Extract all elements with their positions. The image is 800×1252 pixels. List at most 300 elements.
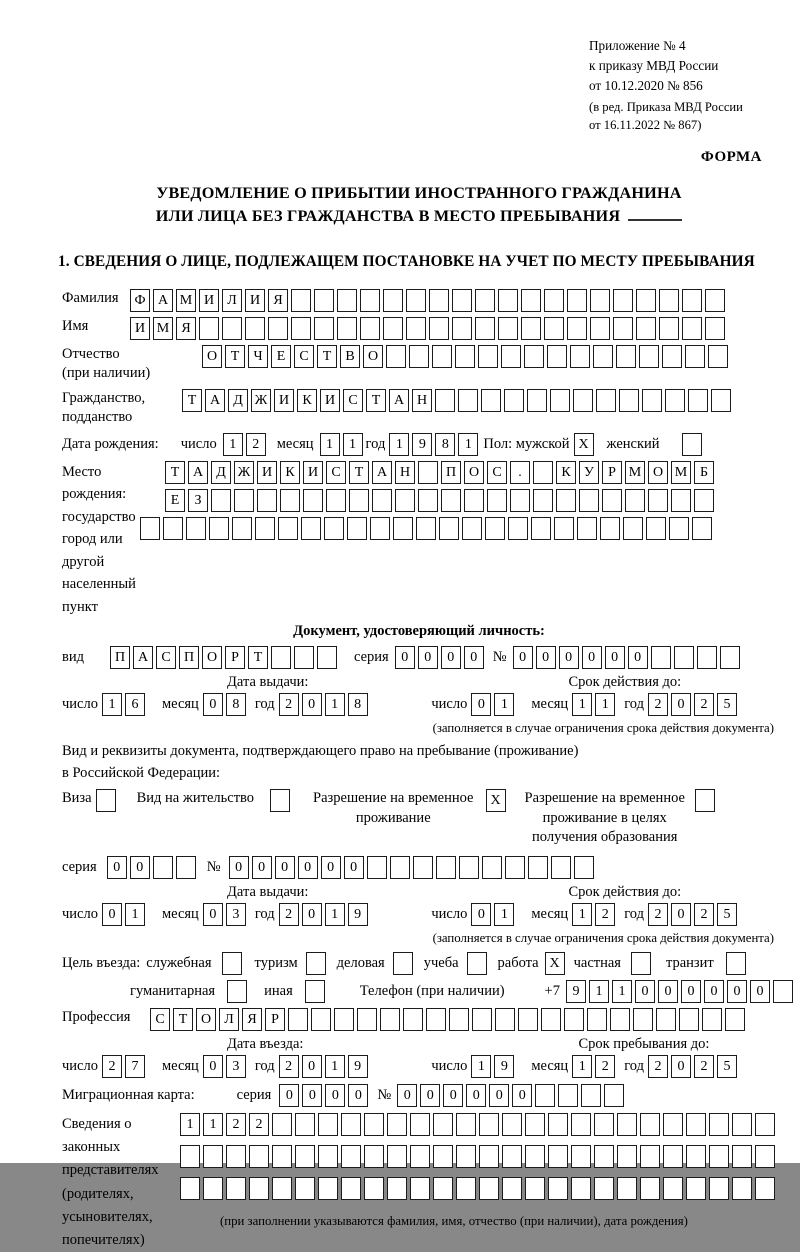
char-box[interactable] bbox=[433, 1145, 453, 1168]
temp-permit-checkbox[interactable]: X bbox=[486, 789, 506, 812]
char-box[interactable] bbox=[577, 517, 597, 540]
char-box[interactable] bbox=[360, 317, 380, 340]
char-box[interactable] bbox=[324, 517, 344, 540]
char-box[interactable]: А bbox=[205, 389, 225, 412]
char-box[interactable] bbox=[475, 289, 495, 312]
char-box[interactable] bbox=[686, 1113, 706, 1136]
char-box[interactable]: 1 bbox=[320, 433, 340, 456]
char-box[interactable]: 2 bbox=[595, 903, 615, 926]
char-box[interactable]: 0 bbox=[107, 856, 127, 879]
char-box[interactable] bbox=[364, 1113, 384, 1136]
char-box[interactable]: 1 bbox=[325, 1055, 345, 1078]
char-box[interactable]: С bbox=[294, 345, 314, 368]
char-box[interactable] bbox=[288, 1008, 308, 1031]
char-box[interactable] bbox=[271, 646, 291, 669]
char-box[interactable] bbox=[199, 317, 219, 340]
char-box[interactable] bbox=[364, 1145, 384, 1168]
char-box[interactable] bbox=[521, 317, 541, 340]
char-box[interactable] bbox=[410, 1113, 430, 1136]
char-box[interactable] bbox=[709, 1145, 729, 1168]
char-box[interactable] bbox=[318, 1145, 338, 1168]
char-box[interactable]: З bbox=[188, 489, 208, 512]
char-box[interactable] bbox=[564, 1008, 584, 1031]
char-box[interactable]: 0 bbox=[513, 646, 533, 669]
char-box[interactable]: 0 bbox=[681, 980, 701, 1003]
char-box[interactable]: 0 bbox=[628, 646, 648, 669]
char-box[interactable]: 2 bbox=[595, 1055, 615, 1078]
char-box[interactable]: Л bbox=[222, 289, 242, 312]
char-box[interactable] bbox=[541, 1008, 561, 1031]
char-box[interactable] bbox=[528, 856, 548, 879]
char-box[interactable]: Н bbox=[395, 461, 415, 484]
char-box[interactable] bbox=[435, 389, 455, 412]
char-box[interactable] bbox=[452, 289, 472, 312]
char-box[interactable] bbox=[418, 489, 438, 512]
char-box[interactable]: 0 bbox=[298, 856, 318, 879]
char-box[interactable] bbox=[280, 489, 300, 512]
char-box[interactable] bbox=[387, 1177, 407, 1200]
char-box[interactable] bbox=[459, 856, 479, 879]
char-box[interactable] bbox=[602, 489, 622, 512]
char-box[interactable] bbox=[633, 1008, 653, 1031]
char-box[interactable]: 0 bbox=[471, 693, 491, 716]
char-box[interactable] bbox=[708, 345, 728, 368]
char-box[interactable]: 7 bbox=[125, 1055, 145, 1078]
char-box[interactable] bbox=[482, 856, 502, 879]
char-box[interactable] bbox=[613, 317, 633, 340]
char-box[interactable]: 0 bbox=[750, 980, 770, 1003]
char-box[interactable] bbox=[416, 517, 436, 540]
char-box[interactable] bbox=[334, 1008, 354, 1031]
char-box[interactable] bbox=[403, 1008, 423, 1031]
char-box[interactable] bbox=[669, 517, 689, 540]
char-box[interactable] bbox=[487, 489, 507, 512]
char-box[interactable] bbox=[456, 1177, 476, 1200]
char-box[interactable] bbox=[291, 289, 311, 312]
char-box[interactable] bbox=[226, 1177, 246, 1200]
char-box[interactable]: 1 bbox=[102, 693, 122, 716]
char-box[interactable] bbox=[679, 1008, 699, 1031]
char-box[interactable] bbox=[548, 1113, 568, 1136]
char-box[interactable] bbox=[501, 345, 521, 368]
char-box[interactable] bbox=[372, 489, 392, 512]
char-box[interactable] bbox=[481, 389, 501, 412]
char-box[interactable] bbox=[725, 1008, 745, 1031]
char-box[interactable]: 0 bbox=[130, 856, 150, 879]
char-box[interactable]: А bbox=[153, 289, 173, 312]
char-box[interactable]: И bbox=[245, 289, 265, 312]
char-box[interactable]: С bbox=[487, 461, 507, 484]
char-box[interactable] bbox=[640, 1177, 660, 1200]
char-box[interactable]: 1 bbox=[572, 1055, 592, 1078]
char-box[interactable] bbox=[498, 317, 518, 340]
char-box[interactable] bbox=[524, 345, 544, 368]
char-box[interactable] bbox=[535, 1084, 555, 1107]
residence-checkbox[interactable] bbox=[270, 789, 290, 812]
char-box[interactable] bbox=[571, 1113, 591, 1136]
char-box[interactable]: Р bbox=[602, 461, 622, 484]
char-box[interactable]: 0 bbox=[418, 646, 438, 669]
char-box[interactable]: Я bbox=[242, 1008, 262, 1031]
char-box[interactable] bbox=[301, 517, 321, 540]
char-box[interactable] bbox=[272, 1145, 292, 1168]
char-box[interactable]: И bbox=[257, 461, 277, 484]
char-box[interactable] bbox=[433, 1113, 453, 1136]
char-box[interactable] bbox=[234, 489, 254, 512]
char-box[interactable] bbox=[458, 389, 478, 412]
char-box[interactable] bbox=[521, 289, 541, 312]
char-box[interactable] bbox=[449, 1008, 469, 1031]
char-box[interactable]: 2 bbox=[102, 1055, 122, 1078]
char-box[interactable] bbox=[662, 345, 682, 368]
char-box[interactable] bbox=[732, 1177, 752, 1200]
purpose-transit-checkbox[interactable] bbox=[726, 952, 746, 975]
char-box[interactable]: 1 bbox=[572, 693, 592, 716]
char-box[interactable]: 2 bbox=[694, 903, 714, 926]
char-box[interactable]: 0 bbox=[203, 1055, 223, 1078]
char-box[interactable] bbox=[570, 345, 590, 368]
char-box[interactable] bbox=[186, 517, 206, 540]
char-box[interactable] bbox=[610, 1008, 630, 1031]
char-box[interactable]: Т bbox=[182, 389, 202, 412]
char-box[interactable]: 0 bbox=[443, 1084, 463, 1107]
purpose-commercial-checkbox[interactable] bbox=[393, 952, 413, 975]
char-box[interactable]: 0 bbox=[252, 856, 272, 879]
char-box[interactable]: 0 bbox=[635, 980, 655, 1003]
char-box[interactable]: Т bbox=[165, 461, 185, 484]
char-box[interactable]: 1 bbox=[223, 433, 243, 456]
char-box[interactable]: 0 bbox=[321, 856, 341, 879]
char-box[interactable]: М bbox=[153, 317, 173, 340]
char-box[interactable]: 0 bbox=[512, 1084, 532, 1107]
char-box[interactable] bbox=[341, 1177, 361, 1200]
char-box[interactable] bbox=[525, 1113, 545, 1136]
char-box[interactable]: 9 bbox=[348, 1055, 368, 1078]
char-box[interactable] bbox=[590, 317, 610, 340]
purpose-other-checkbox[interactable] bbox=[305, 980, 325, 1003]
char-box[interactable]: 1 bbox=[494, 903, 514, 926]
char-box[interactable]: С bbox=[326, 461, 346, 484]
char-box[interactable]: 1 bbox=[125, 903, 145, 926]
char-box[interactable] bbox=[688, 389, 708, 412]
char-box[interactable]: 9 bbox=[348, 903, 368, 926]
char-box[interactable]: 1 bbox=[612, 980, 632, 1003]
char-box[interactable]: 0 bbox=[671, 693, 691, 716]
char-box[interactable]: 1 bbox=[589, 980, 609, 1003]
char-box[interactable]: Л bbox=[219, 1008, 239, 1031]
char-box[interactable] bbox=[646, 517, 666, 540]
char-box[interactable] bbox=[640, 1113, 660, 1136]
char-box[interactable] bbox=[257, 489, 277, 512]
char-box[interactable]: 0 bbox=[420, 1084, 440, 1107]
char-box[interactable] bbox=[571, 1177, 591, 1200]
char-box[interactable]: 0 bbox=[203, 693, 223, 716]
char-box[interactable] bbox=[456, 1113, 476, 1136]
char-box[interactable]: Т bbox=[349, 461, 369, 484]
char-box[interactable]: 0 bbox=[605, 646, 625, 669]
char-box[interactable] bbox=[674, 646, 694, 669]
char-box[interactable]: П bbox=[441, 461, 461, 484]
char-box[interactable] bbox=[504, 389, 524, 412]
char-box[interactable] bbox=[268, 317, 288, 340]
char-box[interactable] bbox=[705, 317, 725, 340]
char-box[interactable] bbox=[479, 1145, 499, 1168]
char-box[interactable] bbox=[245, 317, 265, 340]
char-box[interactable] bbox=[659, 317, 679, 340]
char-box[interactable] bbox=[686, 1177, 706, 1200]
char-box[interactable]: 1 bbox=[325, 693, 345, 716]
char-box[interactable]: 5 bbox=[717, 1055, 737, 1078]
char-box[interactable]: 1 bbox=[458, 433, 478, 456]
char-box[interactable] bbox=[640, 1145, 660, 1168]
char-box[interactable] bbox=[364, 1177, 384, 1200]
char-box[interactable] bbox=[303, 489, 323, 512]
char-box[interactable] bbox=[518, 1008, 538, 1031]
char-box[interactable] bbox=[318, 1177, 338, 1200]
char-box[interactable] bbox=[531, 517, 551, 540]
char-box[interactable]: 2 bbox=[246, 433, 266, 456]
char-box[interactable] bbox=[502, 1113, 522, 1136]
char-box[interactable] bbox=[755, 1113, 775, 1136]
char-box[interactable]: 1 bbox=[180, 1113, 200, 1136]
char-box[interactable]: 2 bbox=[249, 1113, 269, 1136]
char-box[interactable] bbox=[502, 1145, 522, 1168]
char-box[interactable]: С bbox=[343, 389, 363, 412]
purpose-business-checkbox[interactable] bbox=[222, 952, 242, 975]
char-box[interactable]: 2 bbox=[694, 693, 714, 716]
char-box[interactable]: . bbox=[510, 461, 530, 484]
char-box[interactable] bbox=[163, 517, 183, 540]
char-box[interactable] bbox=[390, 856, 410, 879]
char-box[interactable] bbox=[311, 1008, 331, 1031]
char-box[interactable] bbox=[510, 489, 530, 512]
char-box[interactable] bbox=[590, 289, 610, 312]
char-box[interactable] bbox=[291, 317, 311, 340]
char-box[interactable]: А bbox=[188, 461, 208, 484]
char-box[interactable] bbox=[625, 489, 645, 512]
char-box[interactable]: 9 bbox=[494, 1055, 514, 1078]
char-box[interactable] bbox=[554, 517, 574, 540]
char-box[interactable] bbox=[386, 345, 406, 368]
char-box[interactable]: 2 bbox=[279, 903, 299, 926]
char-box[interactable] bbox=[485, 517, 505, 540]
char-box[interactable] bbox=[410, 1145, 430, 1168]
char-box[interactable]: В bbox=[340, 345, 360, 368]
char-box[interactable] bbox=[705, 289, 725, 312]
char-box[interactable] bbox=[475, 317, 495, 340]
char-box[interactable] bbox=[395, 489, 415, 512]
char-box[interactable]: Т bbox=[225, 345, 245, 368]
char-box[interactable] bbox=[604, 1084, 624, 1107]
char-box[interactable]: Т bbox=[248, 646, 268, 669]
purpose-private-checkbox[interactable] bbox=[631, 952, 651, 975]
char-box[interactable] bbox=[383, 317, 403, 340]
char-box[interactable] bbox=[337, 317, 357, 340]
char-box[interactable] bbox=[755, 1177, 775, 1200]
char-box[interactable] bbox=[249, 1177, 269, 1200]
char-box[interactable] bbox=[682, 317, 702, 340]
char-box[interactable] bbox=[294, 646, 314, 669]
char-box[interactable] bbox=[203, 1177, 223, 1200]
char-box[interactable]: 3 bbox=[226, 1055, 246, 1078]
char-box[interactable]: И bbox=[199, 289, 219, 312]
char-box[interactable] bbox=[636, 317, 656, 340]
char-box[interactable] bbox=[636, 289, 656, 312]
char-box[interactable] bbox=[211, 489, 231, 512]
char-box[interactable] bbox=[436, 856, 456, 879]
char-box[interactable] bbox=[153, 856, 173, 879]
char-box[interactable] bbox=[347, 517, 367, 540]
char-box[interactable]: 0 bbox=[582, 646, 602, 669]
char-box[interactable] bbox=[732, 1145, 752, 1168]
purpose-tourism-checkbox[interactable] bbox=[306, 952, 326, 975]
char-box[interactable] bbox=[709, 1177, 729, 1200]
char-box[interactable] bbox=[659, 289, 679, 312]
char-box[interactable] bbox=[357, 1008, 377, 1031]
char-box[interactable] bbox=[550, 389, 570, 412]
char-box[interactable]: М bbox=[176, 289, 196, 312]
char-box[interactable]: А bbox=[372, 461, 392, 484]
char-box[interactable] bbox=[544, 317, 564, 340]
char-box[interactable] bbox=[525, 1177, 545, 1200]
purpose-humanitarian-checkbox[interactable] bbox=[227, 980, 247, 1003]
char-box[interactable] bbox=[337, 289, 357, 312]
char-box[interactable] bbox=[410, 1177, 430, 1200]
char-box[interactable] bbox=[623, 517, 643, 540]
char-box[interactable] bbox=[663, 1113, 683, 1136]
char-box[interactable] bbox=[180, 1145, 200, 1168]
char-box[interactable]: О bbox=[363, 345, 383, 368]
sex-female-checkbox[interactable] bbox=[682, 433, 702, 456]
char-box[interactable]: 2 bbox=[648, 693, 668, 716]
char-box[interactable] bbox=[222, 317, 242, 340]
char-box[interactable]: 0 bbox=[102, 903, 122, 926]
char-box[interactable] bbox=[682, 289, 702, 312]
char-box[interactable]: 0 bbox=[344, 856, 364, 879]
char-box[interactable] bbox=[464, 489, 484, 512]
char-box[interactable] bbox=[685, 345, 705, 368]
char-box[interactable] bbox=[574, 856, 594, 879]
char-box[interactable] bbox=[502, 1177, 522, 1200]
char-box[interactable] bbox=[409, 345, 429, 368]
char-box[interactable]: 0 bbox=[397, 1084, 417, 1107]
visa-checkbox[interactable] bbox=[96, 789, 116, 812]
char-box[interactable]: К bbox=[297, 389, 317, 412]
char-box[interactable]: Д bbox=[228, 389, 248, 412]
char-box[interactable] bbox=[478, 345, 498, 368]
char-box[interactable] bbox=[596, 389, 616, 412]
char-box[interactable] bbox=[651, 646, 671, 669]
char-box[interactable] bbox=[176, 856, 196, 879]
char-box[interactable] bbox=[556, 489, 576, 512]
char-box[interactable]: Д bbox=[211, 461, 231, 484]
char-box[interactable] bbox=[295, 1113, 315, 1136]
char-box[interactable] bbox=[255, 517, 275, 540]
char-box[interactable]: 0 bbox=[536, 646, 556, 669]
char-box[interactable]: 5 bbox=[717, 903, 737, 926]
char-box[interactable] bbox=[600, 517, 620, 540]
char-box[interactable] bbox=[317, 646, 337, 669]
char-box[interactable] bbox=[462, 517, 482, 540]
char-box[interactable]: 1 bbox=[325, 903, 345, 926]
char-box[interactable] bbox=[594, 1177, 614, 1200]
char-box[interactable] bbox=[639, 345, 659, 368]
char-box[interactable] bbox=[479, 1177, 499, 1200]
char-box[interactable]: 0 bbox=[727, 980, 747, 1003]
char-box[interactable]: 2 bbox=[694, 1055, 714, 1078]
char-box[interactable]: 3 bbox=[226, 903, 246, 926]
char-box[interactable]: Т bbox=[173, 1008, 193, 1031]
char-box[interactable]: 8 bbox=[348, 693, 368, 716]
char-box[interactable] bbox=[533, 461, 553, 484]
char-box[interactable] bbox=[383, 289, 403, 312]
char-box[interactable] bbox=[367, 856, 387, 879]
char-box[interactable] bbox=[656, 1008, 676, 1031]
char-box[interactable]: У bbox=[579, 461, 599, 484]
char-box[interactable] bbox=[209, 517, 229, 540]
char-box[interactable]: Ф bbox=[130, 289, 150, 312]
char-box[interactable] bbox=[547, 345, 567, 368]
char-box[interactable]: 0 bbox=[441, 646, 461, 669]
char-box[interactable]: С bbox=[150, 1008, 170, 1031]
char-box[interactable] bbox=[548, 1177, 568, 1200]
char-box[interactable]: 1 bbox=[572, 903, 592, 926]
purpose-work-checkbox[interactable]: X bbox=[545, 952, 565, 975]
char-box[interactable]: 1 bbox=[471, 1055, 491, 1078]
char-box[interactable] bbox=[441, 489, 461, 512]
char-box[interactable]: О bbox=[196, 1008, 216, 1031]
char-box[interactable]: 1 bbox=[494, 693, 514, 716]
char-box[interactable] bbox=[272, 1177, 292, 1200]
char-box[interactable] bbox=[456, 1145, 476, 1168]
char-box[interactable]: 5 bbox=[717, 693, 737, 716]
char-box[interactable]: Е bbox=[271, 345, 291, 368]
char-box[interactable] bbox=[226, 1145, 246, 1168]
char-box[interactable] bbox=[387, 1113, 407, 1136]
char-box[interactable] bbox=[697, 646, 717, 669]
char-box[interactable] bbox=[360, 289, 380, 312]
char-box[interactable] bbox=[617, 1177, 637, 1200]
char-box[interactable]: Ж bbox=[234, 461, 254, 484]
char-box[interactable] bbox=[648, 489, 668, 512]
char-box[interactable]: И bbox=[130, 317, 150, 340]
char-box[interactable] bbox=[692, 517, 712, 540]
char-box[interactable] bbox=[380, 1008, 400, 1031]
char-box[interactable] bbox=[295, 1145, 315, 1168]
char-box[interactable]: О bbox=[464, 461, 484, 484]
char-box[interactable] bbox=[370, 517, 390, 540]
char-box[interactable] bbox=[533, 489, 553, 512]
char-box[interactable]: 0 bbox=[704, 980, 724, 1003]
char-box[interactable] bbox=[619, 389, 639, 412]
char-box[interactable]: Н bbox=[412, 389, 432, 412]
sex-male-checkbox[interactable]: X bbox=[574, 433, 594, 456]
char-box[interactable]: К bbox=[556, 461, 576, 484]
char-box[interactable] bbox=[544, 289, 564, 312]
char-box[interactable]: 0 bbox=[671, 903, 691, 926]
char-box[interactable] bbox=[349, 489, 369, 512]
char-box[interactable] bbox=[249, 1145, 269, 1168]
char-box[interactable]: О bbox=[202, 345, 222, 368]
char-box[interactable]: С bbox=[156, 646, 176, 669]
char-box[interactable] bbox=[341, 1145, 361, 1168]
char-box[interactable]: М bbox=[625, 461, 645, 484]
char-box[interactable]: 0 bbox=[671, 1055, 691, 1078]
char-box[interactable]: 1 bbox=[595, 693, 615, 716]
char-box[interactable] bbox=[617, 1145, 637, 1168]
char-box[interactable] bbox=[406, 289, 426, 312]
char-box[interactable]: Б bbox=[694, 461, 714, 484]
